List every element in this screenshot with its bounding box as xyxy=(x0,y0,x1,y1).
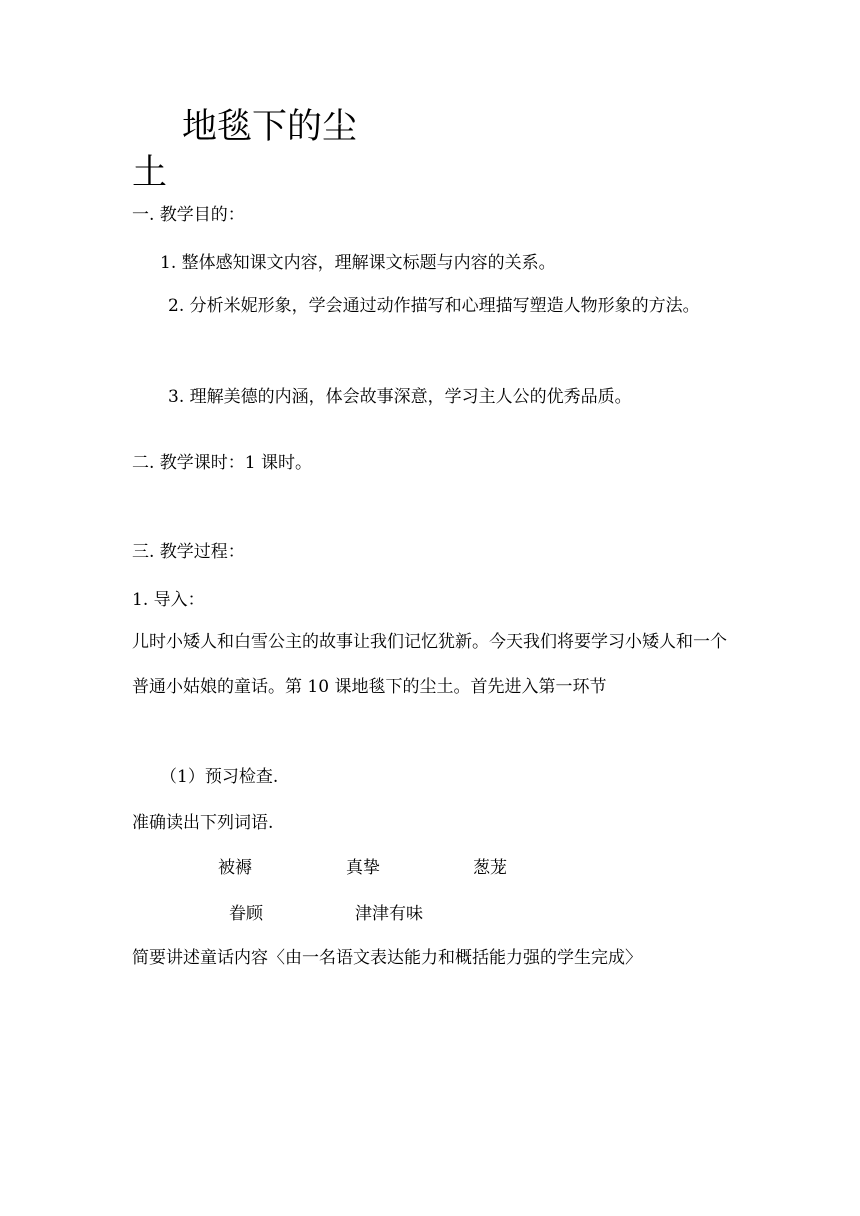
intro-heading: 1. 导入： xyxy=(132,590,205,610)
preview-heading: （1）预习检查. xyxy=(160,767,279,787)
vocab-word: 被褥 xyxy=(218,858,252,878)
objective-item-1: 1. 整体感知课文内容，理解课文标题与内容的关系。 xyxy=(160,253,556,273)
vocab-word: 津津有味 xyxy=(355,904,423,924)
objectives-heading: 一. 教学目的： xyxy=(132,205,245,225)
document-title: 地毯下的尘土 xyxy=(132,107,358,193)
summary-instruction: 简要讲述童话内容〈由一名语文表达能力和概括能力强的学生完成〉 xyxy=(132,948,642,968)
intro-paragraph: 儿时小矮人和白雪公主的故事让我们记忆犹新。今天我们将要学习小矮人和一个普通小姑娘的童话。第 10 课地毯下的尘土。首先进入第一环节 xyxy=(132,632,727,697)
process-heading: 三. 教学过程： xyxy=(132,542,245,562)
read-words-instruction: 准确读出下列词语. xyxy=(132,813,274,833)
vocab-word: 眷顾 xyxy=(229,904,263,924)
objective-item-3: 3. 理解美德的内涵，体会故事深意，学习主人公的优秀品质。 xyxy=(168,387,632,407)
objective-item-2: 2. 分析米妮形象，学会通过动作描写和心理描写塑造人物形象的方法。 xyxy=(168,296,700,316)
vocab-word: 葱茏 xyxy=(473,858,507,878)
vocab-word: 真挚 xyxy=(346,858,380,878)
teaching-hours: 二. 教学课时：1 课时。 xyxy=(132,453,313,473)
